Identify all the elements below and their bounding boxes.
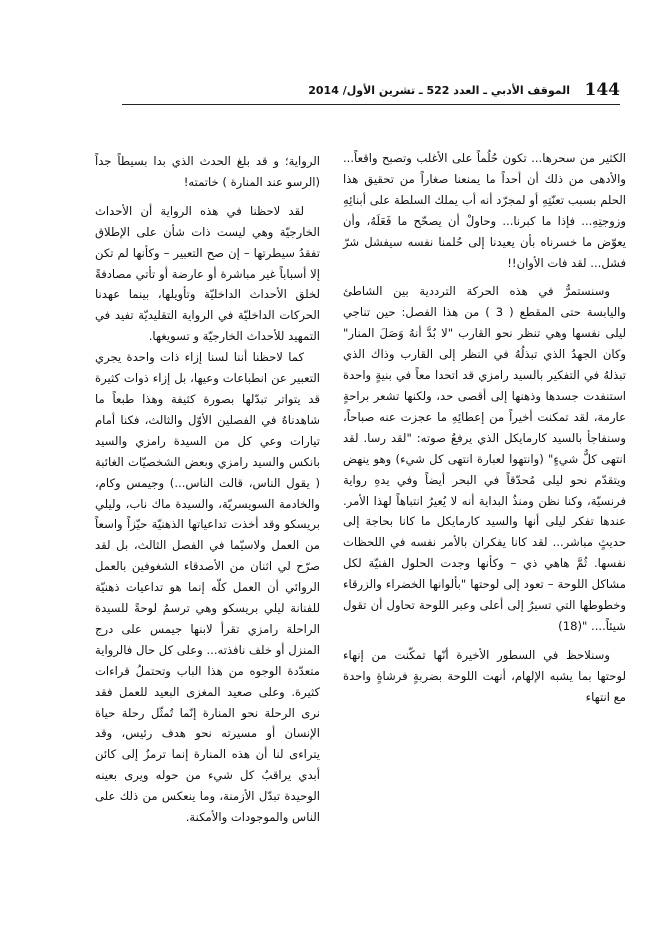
page-number: 144: [584, 80, 620, 100]
paragraph: الرواية؛ و قد بلغ الحدث الذي بدا بسيطاً جداً (الرسو عند المنارة ) خاتمته!: [95, 154, 320, 189]
paragraph: وسنستمرُّ في هذه الحركة الترددية بين الشاطئ واليابسة حتى المقطع ( 3 ) من هذا الفصل: حين تناجي ليلى نفسها وهي تنظر نحو القارب "لا بُدَّ أنهُ وَصَلَ المنار" وكان الجهدُ الذي تبذلُهُ في النظر إلى القارب وذاك الذي تبذلهُ في التفكير بالسيد رامزي قد اتحدا معاً في بنيةٍ واحدة استنفدت جسدها وذهنها إلى أقصى حد، ولكنها تشعر براحةٍ عارمة، لقد تمكنت أخيراً من إعطائِهِ ما عجزت عنه صباحاً، وسنفاجأ بالسيد كارمايكل الذي يرفعُ صوته: "لقد رسا. لقد انتهى كلُّ شيءٍ" (وانتهوا لعبارة انتهى كل شيء) وهو ينهض ويتقدّم نحو ليلى مُحدّقاً في البحر أيضاً وفي يدهِ رواية فرنسيّة، وكنا نظن ومنذُ البداية أنه لا يُعيرُ انتباهاً لهذا الأمر. عندها تفكر ليلى أنها والسيد كارمايكل ما كانا بحاجة إلى حديثٍ مباشر... لقد كانا يفكران بالأمر نفسه في اللحظات نفسها. ثُمَّ هاهي ذي – وكأنها وجدت الحلول الفنيّة لكل مشاكل اللوحة – تعود إلى لوحتها "بألوانها الخضراء والزرقاء وخطوطها التي تسيرُ إلى أعلى وعبر اللوحة تحاول أن تقول شيئاً.... "(18): [343, 284, 626, 633]
paragraph: الكثير من سحرها... تكون حُلُماً على الأغلب وتصبح واقعاً... والأدهى من ذلك أن أحداً ما يمنعنا صغاراً من تحقيق هذا الحلم بسبب تعنّتِهِ أو لمجرّد أنه أب يملك السلطة على أبنائِهِ وزوجتِهِ... فإذا ما كبرنا... وحاولْ أن يصحّح ما فَعَلَهُ، وأن يعوّض ما خسرناه بأن يعيدنا إلى حُلمنا نفسه سيفشل شرّ فشل... لقد فات الأوان!!: [343, 151, 626, 270]
running-title: الموقف الأدبي ـ العدد 522 ـ تشرين الأول/ 2014: [308, 84, 570, 97]
paragraph: وسنلاحظ في السطور الأخيرة أنّها تمكّنت من إنهاء لوحتها بما يشبه الإلهام، أنهت اللوحة بضربةٍ فرشاةٍ واحدة مع انتهاء: [343, 647, 626, 704]
page-header: [40, 62, 620, 102]
paragraph: لقد لاحظنا في هذه الرواية أن الأحداث الخارجيّة وهي ليست ذات شأن على الإطلاق تفقدُ سيطرتها – إن صح التعبير – وكأنها لم تكن إلا أسباباً غير مباشرة أو عارضة أو تأتي مصادفةً لخلق الأحداث الداخليّة وتأويلها، بينما عهدنا الحركات الداخليّة في الرواية التقليديّة تفيد في التمهيد للأحداث الخارجيّة و تسويغها.: [95, 203, 320, 344]
paragraph: كما لاحظنا أننا لسنا إزاء ذات واحدة يجري التعبير عن انطباعات وعيها، بل إزاء ذوات كثيرة قد يتواتر تبدّلها بصورة كثيفة وهذا طبعاً ما شاهدناهُ في الفصلين الأوّل والثالث، فكنا أمام تيارات وعي كل من السيدة رامزي والسيد بانكس والسيد رامزي وبعض الشخصيّات الغائبة ( يقول الناس، قالت الناس...) وجيمس وكام، والخادمة السويسريّة، والسيدة ماك ناب، وليلي بريسكو وقد أخذت تداعياتها الذهنيّة حيّزاً واسعاً من العمل ولاسيّما في الفصل الثالث، بل لقد صرّح لي اثنان من الأصدقاء الشغوفين بالعمل الروائي أن العمل كلّه إنما هو تداعيات ذهنيّة للفنانة ليلي بريسكو وهي ترسمُ لوحةً للسيدة الراحلة رامزي تقرأ لابنها جيمس على درج المنزل أو خلف نافذته... وعلى كل حال فالرواية متعدّدة الوجوه من هذا الباب وتحتملُ قراءات كثيرة. وعلى صعيد المغزى البعيد للعمل فقد نرى الرحلة نحو المنارة إنّما تُمثّل رحلة حياة الإنسان أو مسيرته نحو هدف رئيس، وقد يتراءى لنا أن هذه المنارة إنما ترمزُ إلى كائن أبدي يراقبُ كل شيء من حوله ويرى بعينه الوحيدة تبدّل الأزمنة، وما ينعكس من ذلك على الناس والموجودات والأمكنة.: [95, 350, 320, 825]
right-column: [343, 148, 626, 708]
header-rule: [122, 104, 620, 105]
left-column: [95, 151, 320, 828]
